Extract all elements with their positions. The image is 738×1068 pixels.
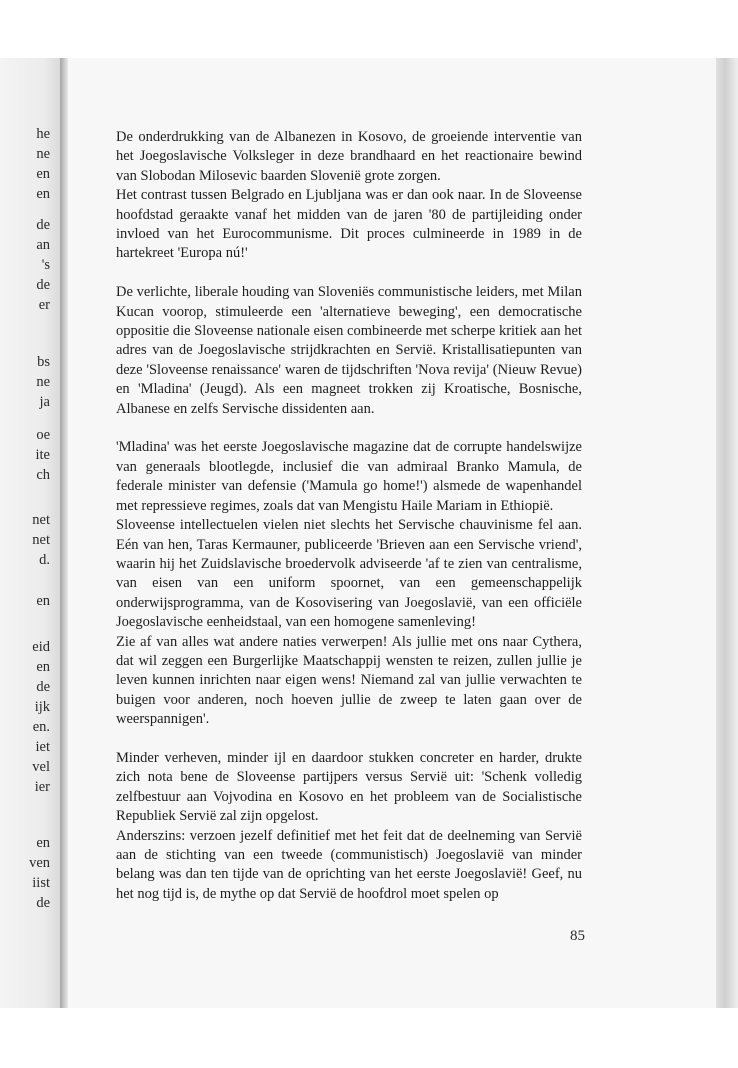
left-fragment: de (36, 217, 50, 233)
left-fragment: an (36, 237, 50, 253)
paragraph: Minder verheven, minder ijl en daardoor stukken concreter en harder, drukte zich nota bene de Sloveense partijpers versus Servië uit: 'Schenk volledig zelfbestuur aan Vojvodina en Kosovo en het probleem van de Socialistische Republiek Servië zal zijn opgelost. (116, 749, 582, 825)
left-fragment: d. (39, 552, 50, 568)
paragraph: De verlichte, liberale houding van Sloveniës communistische leiders, met Milan Kucan voorop, stimuleerde een 'alternatieve beweging', een democratische oppositie die Sloveense nationale eisen combineerde met scherpe kritiek aan het adres van de Joegoslavische strijdkrachten en Servië. Kristallisatiepunten van deze 'Sloveense renaissance' waren de tijdschriften 'Nova revija' (Nieuw Revue) en 'Mladina' (Jeugd). Als een magneet trokken zij Kroatische, Bosnische, Albanese en zelfs Servische dissidenten aan. (116, 284, 582, 417)
left-fragment: de (36, 679, 50, 695)
left-fragment: vel (32, 759, 50, 775)
left-fragment: en. (32, 719, 50, 735)
left-fragment: ja (39, 394, 50, 410)
left-fragment: en (36, 835, 50, 851)
left-fragment: er (38, 297, 50, 313)
left-fragment: ite (35, 447, 50, 463)
page-body (116, 128, 582, 904)
left-fragment: net (32, 532, 50, 548)
left-fragment: eid (32, 639, 50, 655)
left-fragment: en (36, 659, 50, 675)
left-fragment: oe (36, 427, 50, 443)
left-fragment: he (36, 126, 50, 142)
paragraph: Sloveense intellectuelen vielen niet slechts het Servische chauvinisme fel aan. Eén van hen, Taras Kermauner, publiceerde 'Brieven aan een Servische vriend', waarin hij het Zuidslavische broedervolk adviseerde 'af te zien van centralisme, van eisen van een uniform spoornet, van een gemeenschappelijk onderwijsprogramma, van de Kosovisering van Joegoslavië, van een officiële Joegoslavische eenheidstaal, van een homogene samenleving! (116, 517, 582, 631)
left-fragment: 's (41, 257, 50, 273)
left-fragment: de (36, 895, 50, 911)
left-fragment: iet (35, 739, 50, 755)
left-fragment: de (36, 277, 50, 293)
paragraph: Zie af van alles wat andere naties verwerpen! Als jullie met ons naar Cythera, dat wil zeggen een Burgerlijke Maatschappij wensten te reizen, zullen jullie je leven kunnen inrichten naar eigen wens! Niemand zal van jullie verwachten te buigen voor anderen, noch hoeven jullie de zweep te laten gaan over de weerspannigen'. (116, 633, 582, 728)
left-fragment: ijk (34, 699, 50, 715)
left-fragment: en (36, 186, 50, 202)
left-fragment: en (36, 593, 50, 609)
paragraph: Het contrast tussen Belgrado en Ljubljana was er dan ook naar. In de Sloveense hoofdstad geraakte vanaf het midden van de jaren '80 de partijleiding onder invloed van het Eurocommunisme. Dit proces culmineerde in 1989 in de hartekreet 'Europa nú!' (116, 187, 582, 262)
left-fragment: ne (36, 146, 50, 162)
left-fragment: ven (29, 855, 50, 871)
left-fragment: iist (32, 875, 50, 891)
page-number: 85 (570, 928, 585, 944)
left-fragment: ier (34, 779, 50, 795)
paragraph: 'Mladina' was het eerste Joegoslavische magazine dat de corrupte handelswijze van generaals blootlegde, inclusief die van admiraal Branko Mamula, de federale minister van defensie ('Mamula go home!') alsmede de wapenhandel met repressieve regimes, zoals dat van Mengistu Haile Mariam in Ethiopië. (116, 439, 582, 514)
page-edge (716, 58, 738, 1008)
left-fragment: ch (36, 467, 50, 483)
paragraph: Anderszins: verzoen jezelf definitief met het feit dat de deelneming van Servië aan de stichting van een tweede (communistisch) Joegoslavië van minder belang was dan ten tijde van de oprichting van het eerste Joegoslavië! Geef, nu het nog tijd is, de mythe op dat Servië de hoofdrol moet spelen op (116, 827, 582, 902)
left-fragment: net (32, 512, 50, 528)
paragraph: De onderdrukking van de Albanezen in Kosovo, de groeiende interventie van het Joegoslavische Volksleger in deze brandhaard en het reactionaire bewind van Slobodan Milosevic baarden Slovenië grote zorgen. (116, 129, 582, 184)
left-fragment: bs (37, 354, 50, 370)
book-gutter (60, 58, 68, 1008)
left-fragment: en (36, 166, 50, 182)
left-fragment: ne (36, 374, 50, 390)
